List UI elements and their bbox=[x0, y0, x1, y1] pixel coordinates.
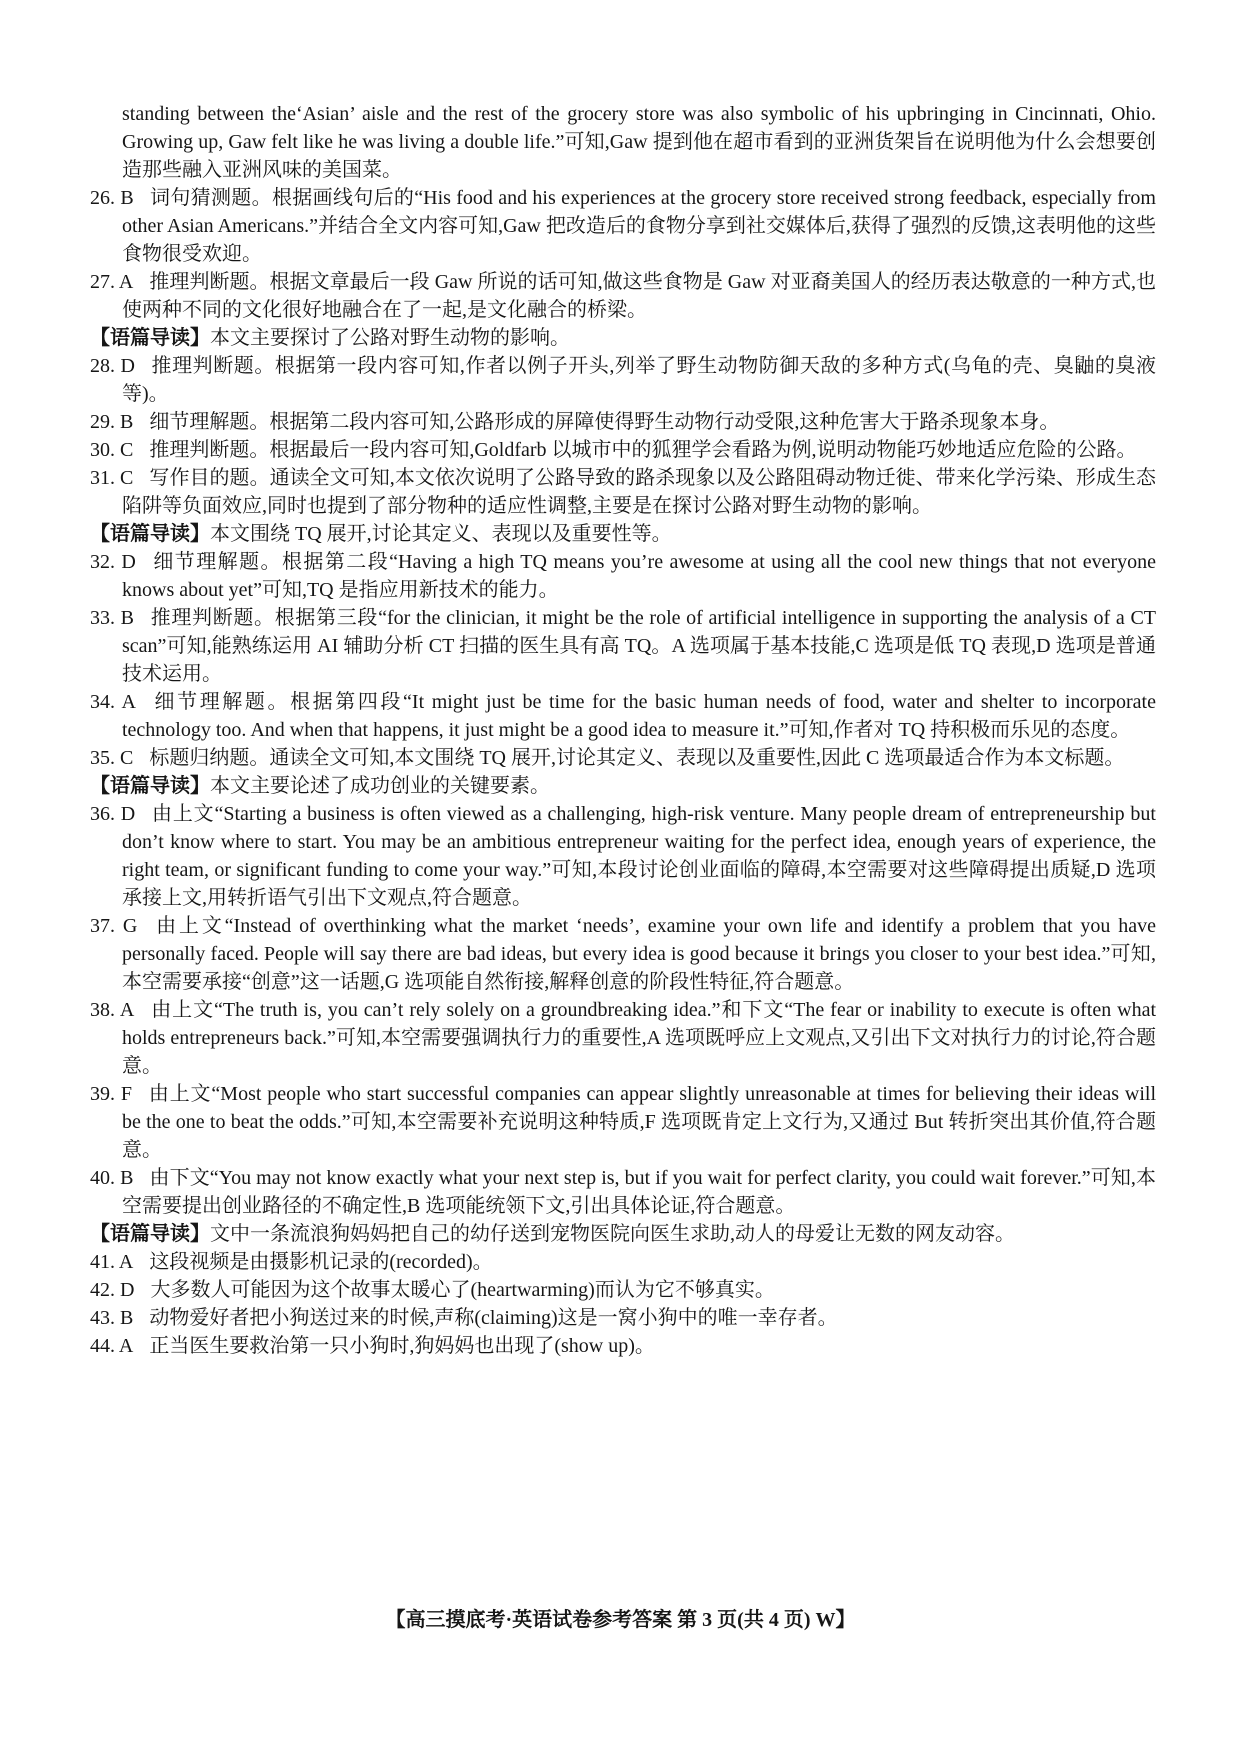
item-number-and-answer: 39. F bbox=[90, 1083, 132, 1105]
item-explanation-text: 标题归纳题。通读全文可知,本文围绕 TQ 展开,讨论其定义、表现以及重要性,因此 C 选项最适合作为本文标题。 bbox=[149, 747, 1125, 769]
item-explanation-text: 大多数人可能因为这个故事太暖心了(heartwarming)而认为它不够真实。 bbox=[150, 1279, 775, 1301]
passage-guide-tag: 【语篇导读】 bbox=[90, 775, 210, 797]
item-number-and-answer: 28. D bbox=[90, 355, 135, 377]
item-explanation-text: 推理判断题。根据文章最后一段 Gaw 所说的话可知,做这些食物是 Gaw 对亚裔美国人的经历表达敬意的一种方式,也使两种不同的文化很好地融合在了一起,是文化融合的桥梁。 bbox=[122, 271, 1157, 321]
item-explanation-text: 细节理解题。根据第二段“Having a high TQ means you’re awesome at using all the cool new things that not everyone knows about yet”可知,TQ 是指应用新技术的能力。 bbox=[122, 551, 1156, 601]
answer-item-27 bbox=[90, 268, 1156, 324]
item-explanation-text: 由下文“You may not know exactly what your next step is, but if you wait for perfect clarity, you could wait forever.”可知,本空需要提出创业路径的不确定性,B 选项能统领下文,引出具体论证,符合题意。 bbox=[122, 1167, 1157, 1217]
passage-guide bbox=[90, 520, 1156, 548]
passage-guide bbox=[90, 1220, 1156, 1248]
item-explanation-text: 推理判断题。根据第一段内容可知,作者以例子开头,列举了野生动物防御天敌的多种方式(乌龟的壳、臭鼬的臭液等)。 bbox=[122, 355, 1156, 405]
item-explanation-text: 细节理解题。根据第二段内容可知,公路形成的屏障使得野生动物行动受限,这种危害大于路杀现象本身。 bbox=[149, 411, 1060, 433]
answer-item-32 bbox=[90, 548, 1156, 604]
answer-item-37 bbox=[90, 912, 1156, 996]
answer-item-39 bbox=[90, 1080, 1156, 1164]
item-number-and-answer: 44. A bbox=[90, 1335, 134, 1357]
answer-item-38 bbox=[90, 996, 1156, 1080]
answer-item-43 bbox=[90, 1304, 1156, 1332]
passage-guide-text: 本文主要探讨了公路对野生动物的影响。 bbox=[210, 327, 570, 349]
item-number-and-answer: 40. B bbox=[90, 1167, 134, 1189]
continuation-paragraph: standing between the‘Asian’ aisle and the rest of the grocery store was also symbolic of his upbringing in Cincinnati, Ohio. Growing up, Gaw felt like he was living a double life.”可知,Gaw 提到他在超市看到的亚洲货架旨在说明他为什么会想要创造那些融入亚洲风味的美国菜。 bbox=[122, 103, 1156, 181]
passage-guide bbox=[90, 772, 1156, 800]
item-number-and-answer: 43. B bbox=[90, 1307, 134, 1329]
passage-guide-text: 本文围绕 TQ 展开,讨论其定义、表现以及重要性等。 bbox=[210, 523, 672, 545]
answer-item-28 bbox=[90, 352, 1156, 408]
item-number-and-answer: 27. A bbox=[90, 271, 134, 293]
answer-item-29 bbox=[90, 408, 1156, 436]
answer-item-44 bbox=[90, 1332, 1156, 1360]
item-explanation-text: 由上文“The truth is, you can’t rely solely on a groundbreaking idea.”和下文“The fear or inability to execute is often what holds entrepreneurs back.”可知,本空需要强调执行力的重要性,A 选项既呼应上文观点,又引出下文对执行力的讨论,符合题意。 bbox=[122, 999, 1156, 1077]
passage-guide-tag: 【语篇导读】 bbox=[90, 327, 210, 349]
item-number-and-answer: 31. C bbox=[90, 467, 134, 489]
answer-item-33 bbox=[90, 604, 1156, 688]
answer-item-31 bbox=[90, 464, 1156, 520]
item-explanation-text: 动物爱好者把小狗送过来的时候,声称(claiming)这是一窝小狗中的唯一幸存者。 bbox=[149, 1307, 838, 1329]
item-number-and-answer: 30. C bbox=[90, 439, 134, 461]
answer-list bbox=[90, 100, 1156, 1360]
answer-item-26 bbox=[90, 184, 1156, 268]
item-explanation-text: 细节理解题。根据第四段“It might just be time for the basic human needs of food, water and shelter to incorporate technology too. And when that happens, it just might be a good idea to measure it.”可知,作者对 TQ 持积极而乐见的态度。 bbox=[122, 691, 1156, 741]
answer-item-41 bbox=[90, 1248, 1156, 1276]
answer-item-42 bbox=[90, 1276, 1156, 1304]
item-explanation-text: 推理判断题。根据第三段“for the clinician, it might be the role of artificial intelligence in supporting the analysis of a CT scan”可知,能熟练运用 AI 辅助分析 CT 扫描的医生具有高 TQ。A 选项属于基本技能,C 选项是低 TQ 表现,D 选项是普通技术运用。 bbox=[122, 607, 1156, 685]
item-number-and-answer: 38. A bbox=[90, 999, 135, 1021]
item-number-and-answer: 36. D bbox=[90, 803, 136, 825]
item-number-and-answer: 33. B bbox=[90, 607, 135, 629]
item-number-and-answer: 42. D bbox=[90, 1279, 135, 1301]
item-number-and-answer: 35. C bbox=[90, 747, 134, 769]
item-number-and-answer: 37. G bbox=[90, 915, 138, 937]
item-explanation-text: 正当医生要救治第一只小狗时,狗妈妈也出现了(show up)。 bbox=[149, 1335, 655, 1357]
item-explanation-text: 推理判断题。根据最后一段内容可知,Goldfarb 以城市中的狐狸学会看路为例,说明动物能巧妙地适应危险的公路。 bbox=[149, 439, 1137, 461]
item-explanation-text: 写作目的题。通读全文可知,本文依次说明了公路导致的路杀现象以及公路阻碍动物迁徙、带来化学污染、形成生态陷阱等负面效应,同时也提到了部分物种的适应性调整,主要是在探讨公路对野生动物的影响。 bbox=[122, 467, 1156, 517]
item-number-and-answer: 34. A bbox=[90, 691, 136, 713]
answer-item-30 bbox=[90, 436, 1156, 464]
item-explanation-text: 由上文“Most people who start successful companies can appear slightly unreasonable at times for believing their ideas will be the one to beat the odds.”可知,本空需要补充说明这种特质,F 选项既肯定上文行为,又通过 But 转折突出其价值,符合题意。 bbox=[122, 1083, 1156, 1161]
item-explanation-text: 由上文“Starting a business is often viewed as a challenging, high-risk venture. Many people dream of entrepreneurship but don’t know where to start. You may be an ambitious entrepreneur waiting for the perfect idea, enough years of experience, the right team, or significant funding to come your way.”可知,本段讨论创业面临的障碍,本空需要对这些障碍提出质疑,D 选项承接上文,用转折语气引出下文观点,符合题意。 bbox=[122, 803, 1156, 909]
passage-guide-text: 文中一条流浪狗妈妈把自己的幼仔送到宠物医院向医生求助,动人的母爱让无数的网友动容。 bbox=[210, 1223, 1015, 1245]
item-number-and-answer: 32. D bbox=[90, 551, 136, 573]
answer-item-35 bbox=[90, 744, 1156, 772]
passage-guide-tag: 【语篇导读】 bbox=[90, 1223, 210, 1245]
answer-item-36 bbox=[90, 800, 1156, 912]
passage-guide bbox=[90, 324, 1156, 352]
item-explanation-text: 这段视频是由摄影机记录的(recorded)。 bbox=[149, 1251, 493, 1273]
item-number-and-answer: 26. B bbox=[90, 187, 134, 209]
item-number-and-answer: 41. A bbox=[90, 1251, 134, 1273]
answer-item-40 bbox=[90, 1164, 1156, 1220]
passage-guide-tag: 【语篇导读】 bbox=[90, 523, 210, 545]
answer-item-34 bbox=[90, 688, 1156, 744]
page-footer: 【高三摸底考·英语试卷参考答案 第 3 页(共 4 页) W】 bbox=[385, 1609, 856, 1631]
item-explanation-text: 词句猜测题。根据画线句后的“His food and his experiences at the grocery store received strong feedback, especially from other Asian Americans.”并结合全文内容可知,Gaw 把改造后的食物分享到社交媒体后,获得了强烈的反馈,这表明他的这些食物很受欢迎。 bbox=[122, 187, 1156, 265]
passage-guide-text: 本文主要论述了成功创业的关键要素。 bbox=[210, 775, 550, 797]
item-explanation-text: 由上文“Instead of overthinking what the market ‘needs’, examine your own life and identify a problem that you have personally faced. People will say there are bad ideas, but every idea is good because it brings you closer to your best idea.”可知,本空需要承接“创意”这一话题,G 选项能自然衔接,解释创意的阶段性特征,符合题意。 bbox=[122, 915, 1157, 993]
item-number-and-answer: 29. B bbox=[90, 411, 134, 433]
